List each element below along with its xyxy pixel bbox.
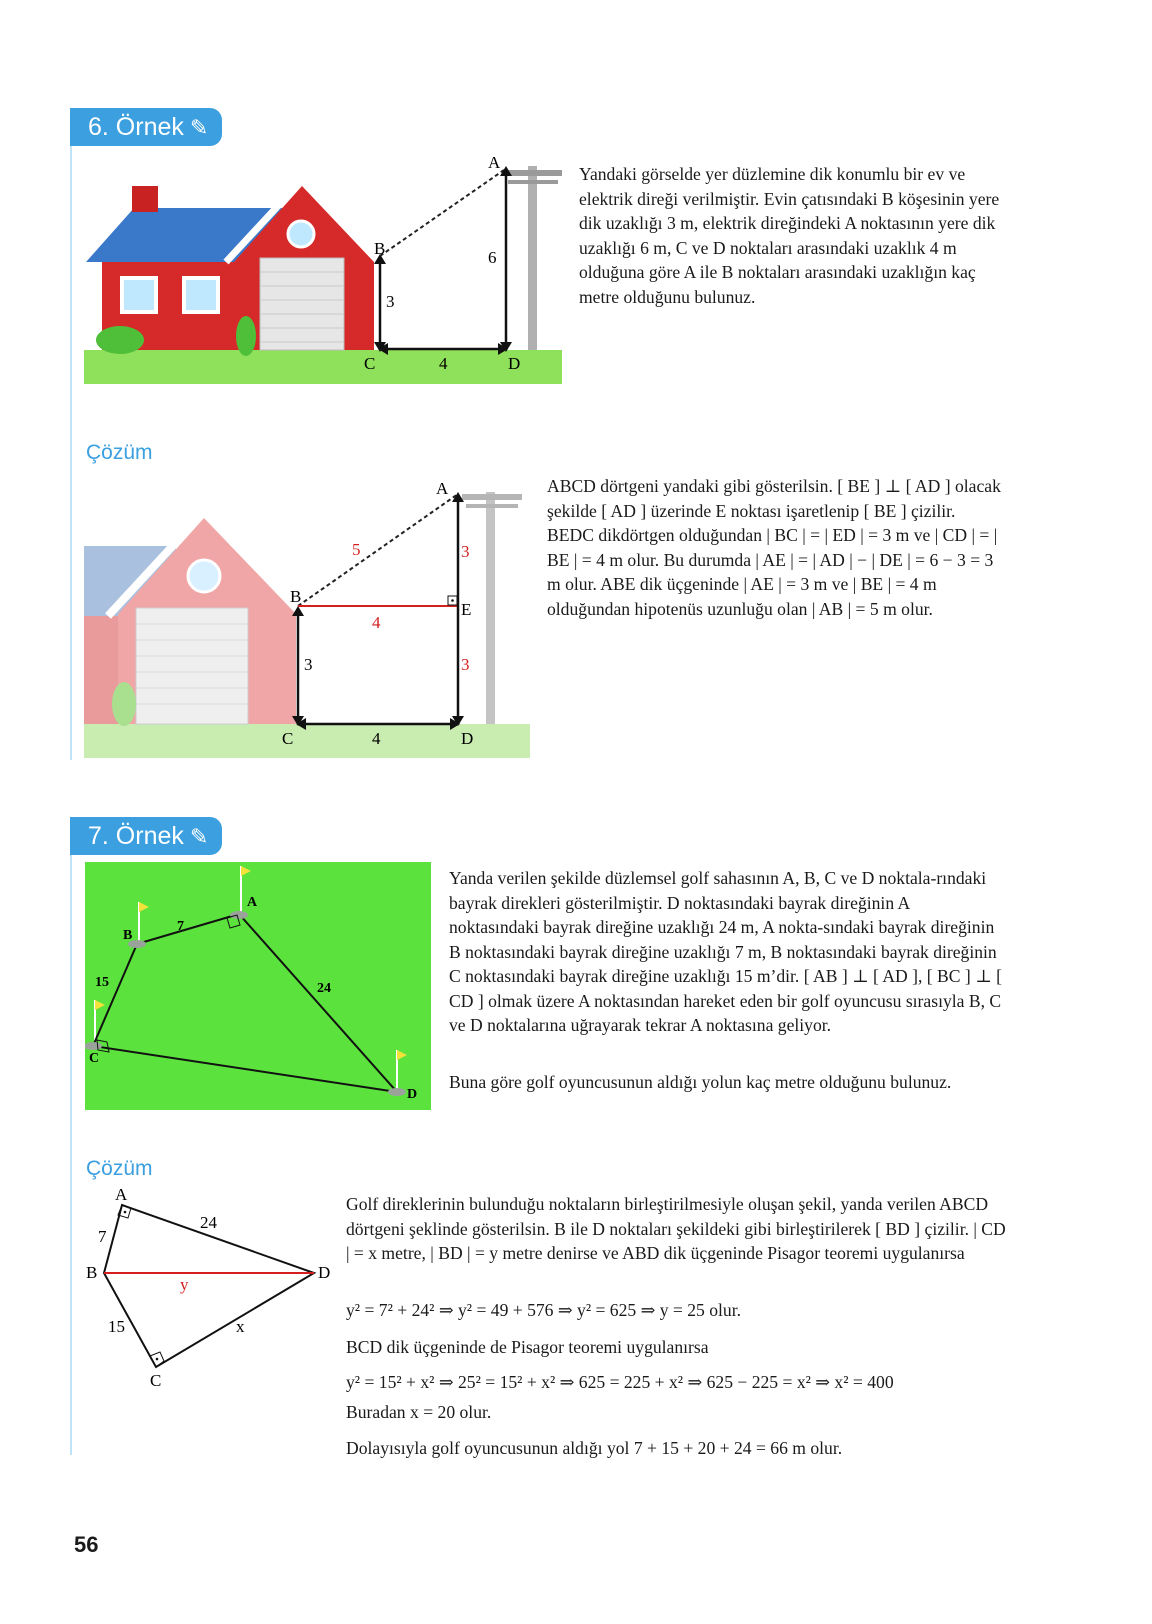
segment-ab — [298, 494, 458, 606]
label-d: D — [318, 1263, 331, 1282]
pole — [528, 166, 537, 350]
grass — [84, 350, 562, 384]
length-be: 4 — [372, 613, 381, 632]
example7-solution-figure — [84, 1184, 344, 1394]
example6-tab-label: 6. Örnek — [88, 113, 184, 141]
margin-line — [70, 140, 72, 760]
bush — [96, 326, 144, 354]
length-ae: 3 — [461, 542, 470, 561]
round-window — [288, 221, 314, 247]
round-window — [188, 560, 220, 592]
label-d: D — [508, 354, 521, 373]
example7-solution-label: Çözüm — [86, 1157, 153, 1180]
length-ad: 24 — [317, 981, 331, 996]
length-bc: 3 — [386, 292, 395, 311]
chimney — [132, 186, 158, 212]
example6-solution: ABCD dörtgeni yandaki gibi gösterilsin. [ BE ] ⊥ [ AD ] olacak şekilde [ AD ] üzerinde E noktası işaretlenip [ BE ] çizilir. BEDC dikdörtgen olduğundan | BC | = | ED | = 3 m ve | CD | = | BE | = 4 m olur. Bu durumda | AE | = | AD | − | DE | = 6 − 3 = 3 m olur. ABE dik üçgeninde | AE | = 3 m ve | BE | = 4 m olduğundan hipotenüs uzunluğu olan | AB | = 5 m olur. — [547, 476, 1001, 619]
label-b: B — [290, 587, 302, 606]
label-c: C — [89, 1051, 100, 1066]
example6-question: Yandaki görselde yer düzlemine dik konumlu bir ev ve elektrik direği verilmiştir. Evin çatısındaki B köşesinin yere dik uzaklığı 3 m, elektrik direğindeki A noktasının yere dik uzaklığı 6 m, C ve D noktaları arasındaki uzaklık 4 m olduğuna göre A ile B noktaları arasındaki uzaklığın kaç metre olduğunu bulunuz. — [579, 164, 1000, 307]
example7-line2: BCD dik üçgeninde de Pisagor teoremi uygulanırsa — [346, 1337, 709, 1357]
pole — [486, 492, 495, 724]
example7-tab — [70, 817, 222, 855]
label-e: E — [461, 600, 472, 619]
length-ed: 3 — [461, 655, 470, 674]
length-ab: 5 — [352, 540, 361, 559]
garage-door — [136, 608, 248, 724]
length-ad: 6 — [488, 248, 497, 267]
pole-crossarm — [504, 170, 562, 176]
label-b: B — [374, 239, 386, 258]
bush — [112, 682, 136, 726]
equation-1-text: y² = 7² + 24² ⇒ y² = 49 + 576 ⇒ y² = 625 ⇒ y = 25 olur. — [346, 1300, 742, 1320]
right-angle-dot — [451, 599, 454, 602]
bush — [236, 316, 256, 356]
example7-question: Yanda verilen şekilde düzlemsel golf sahasının A, B, C ve D noktala-rındaki bayrak direkleri gösterilmiştir. D noktasındaki bayrak direğinin A noktasındaki bayrak direğine uzaklığı 24 m, A nokta-sındaki bayrak direğinin B noktasındaki bayrak direğine uzaklığı 7 m, B noktasındaki bayrak direğinin C noktasındaki bayrak direğine uzaklığı 15 m’dir. [ AB ] ⊥ [ AD ], [ BC ] ⊥ [ CD ] olmak üzere A noktasından hareket eden bir golf oyuncusu sırasıyla B, C ve D noktalarına uğrayarak tekrar A noktasına geliyor. — [449, 868, 1002, 1035]
pole-crossarm — [462, 494, 522, 500]
equation-3: Buradan x = 20 olur. — [346, 1402, 492, 1422]
example7-solution-intro: Golf direklerinin bulunduğu noktaların birleştirilmesiyle oluşan şekil, yanda verilen ABCD dörtgeni şeklinde gösterilsin. B ile D noktaları şekildeki gibi birleştirilerek [ BD ] çizilir. | CD | = x metre, | BD | = y metre denirse ve ABD dik üçgeninde Pisagor teoremi uygulanırsa — [346, 1194, 1006, 1263]
example6-solution-label: Çözüm — [86, 441, 153, 464]
label-c: C — [150, 1371, 162, 1390]
pencil-icon: ✎ — [189, 115, 209, 140]
label-c: C — [364, 354, 376, 373]
pencil-icon: ✎ — [189, 824, 209, 849]
label-b: B — [123, 928, 133, 943]
example6-solution-figure — [84, 478, 532, 760]
label-d: D — [461, 729, 474, 748]
example7-conclusion: Dolayısıyla golf oyuncusunun aldığı yol 7 + 15 + 20 + 24 = 66 m olur. — [346, 1438, 843, 1458]
window — [122, 278, 156, 312]
window — [184, 278, 218, 312]
equation-2-text: y² = 15² + x² ⇒ 25² = 15² + x² ⇒ 625 = 225 + x² ⇒ 625 − 225 = x² ⇒ x² = 400 — [346, 1372, 894, 1392]
label-d: D — [407, 1087, 418, 1102]
length-bc: 3 — [304, 655, 313, 674]
example7-tab-label: 7. Örnek — [88, 822, 184, 850]
label-a: A — [247, 895, 258, 910]
length-ab: 7 — [177, 919, 184, 934]
segment-ab — [380, 170, 504, 256]
right-angle-dot — [156, 1358, 159, 1361]
length-cd: 4 — [372, 729, 381, 748]
example7-question2: Buna göre golf oyuncusunun aldığı yolun kaç metre olduğunu bulunuz. — [449, 1072, 952, 1092]
label-b: B — [86, 1263, 98, 1282]
label-c: C — [282, 729, 294, 748]
pole-crossarm — [466, 504, 518, 508]
right-angle-dot — [124, 1211, 127, 1214]
length-bc: 15 — [108, 1317, 125, 1336]
length-ad: 24 — [200, 1213, 217, 1232]
example6-figure — [84, 150, 564, 386]
pole-crossarm — [508, 180, 558, 184]
length-bc: 15 — [95, 975, 109, 990]
equation-1 — [346, 1300, 741, 1321]
label-a: A — [436, 479, 449, 498]
length-cd: x — [236, 1317, 245, 1336]
example6-tab — [70, 108, 222, 146]
length-cd: 4 — [439, 354, 448, 373]
label-a: A — [115, 1185, 128, 1204]
label-a: A — [488, 153, 501, 172]
margin-line — [70, 850, 72, 1455]
length-ab: 7 — [98, 1227, 107, 1246]
equation-2 — [346, 1372, 894, 1393]
page-number: 56 — [74, 1532, 99, 1557]
example7-figure — [85, 862, 431, 1110]
length-bd: y — [180, 1275, 189, 1294]
